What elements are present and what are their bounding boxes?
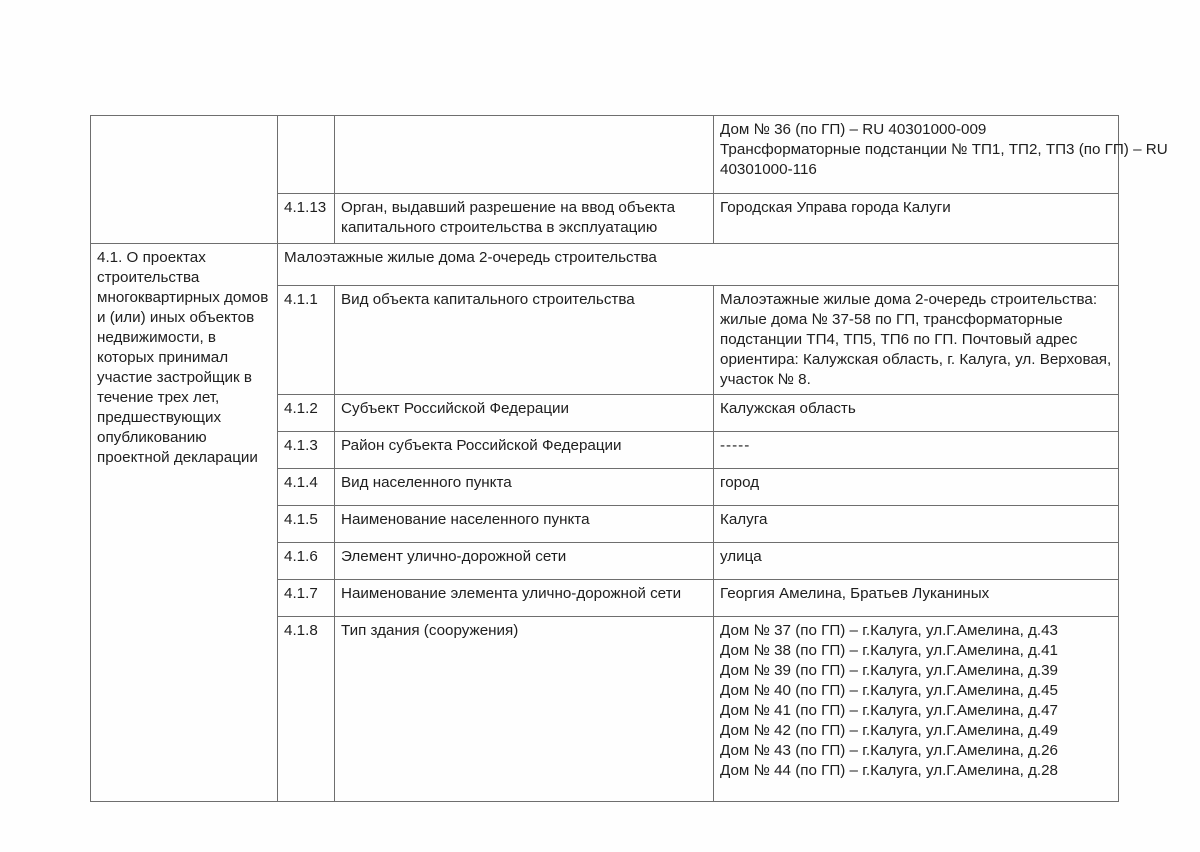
address-line: Дом № 42 (по ГП) – г.Калуга, ул.Г.Амелина, д.49 <box>720 722 1058 739</box>
section-label-cell-previous <box>91 116 278 244</box>
row-label: Вид населенного пункта <box>335 469 714 506</box>
row-number: 4.1.8 <box>278 617 335 802</box>
section-label: 4.1. О проектах строительства многоквартирных домов и (или) иных объектов недвижимости, в которых принимал участие застройщик в течение трех лет, предшествующих опубликованию проектной декларации <box>91 244 278 802</box>
row-value: Малоэтажные жилые дома 2-очередь строительства: жилые дома № 37-58 по ГП, трансформаторные подстанции ТП4, ТП5, ТП6 по ГП. Почтовый адрес ориентира: Калужская область, г. Калуга, ул. Верховая, участок № 8. <box>714 286 1119 395</box>
project-declaration-table <box>90 115 1168 802</box>
value-line: 40301000-116 <box>720 161 817 178</box>
row-number: 4.1.13 <box>278 194 335 244</box>
table-row-continuation <box>91 116 1119 194</box>
address-line: Дом № 44 (по ГП) – г.Калуга, ул.Г.Амелина, д.28 <box>720 762 1058 779</box>
value-cell-permits <box>714 116 1168 194</box>
address-line: Дом № 41 (по ГП) – г.Калуга, ул.Г.Амелина, д.47 <box>720 702 1058 719</box>
row-value: Калужская область <box>714 395 1119 432</box>
row-label: Орган, выдавший разрешение на ввод объекта капитального строительства в эксплуатацию <box>335 194 714 244</box>
table-row-subheader <box>91 244 1119 286</box>
value-line: Трансформаторные подстанции № ТП1, ТП2, ТП3 (по ГП) – RU <box>720 141 1168 158</box>
row-label: Вид объекта капитального строительства <box>335 286 714 395</box>
value-line: Дом № 36 (по ГП) – RU 40301000-009 <box>720 121 987 138</box>
row-number: 4.1.3 <box>278 432 335 469</box>
row-value-addresses <box>714 617 1119 802</box>
row-label: Наименование элемента улично-дорожной сети <box>335 580 714 617</box>
row-value: Городская Управа города Калуги <box>714 194 1119 244</box>
address-line: Дом № 43 (по ГП) – г.Калуга, ул.Г.Амелина, д.26 <box>720 742 1058 759</box>
row-value: улица <box>714 543 1119 580</box>
row-number: 4.1.4 <box>278 469 335 506</box>
row-number: 4.1.2 <box>278 395 335 432</box>
row-value: Калуга <box>714 506 1119 543</box>
row-label: Район субъекта Российской Федерации <box>335 432 714 469</box>
row-label: Тип здания (сооружения) <box>335 617 714 802</box>
address-line: Дом № 38 (по ГП) – г.Калуга, ул.Г.Амелина, д.41 <box>720 642 1058 659</box>
row-label: Элемент улично-дорожной сети <box>335 543 714 580</box>
row-label: Субъект Российской Федерации <box>335 395 714 432</box>
address-line: Дом № 37 (по ГП) – г.Калуга, ул.Г.Амелина, д.43 <box>720 622 1058 639</box>
row-value: город <box>714 469 1119 506</box>
address-line: Дом № 39 (по ГП) – г.Калуга, ул.Г.Амелина, д.39 <box>720 662 1058 679</box>
number-cell-empty <box>278 116 335 194</box>
row-label: Наименование населенного пункта <box>335 506 714 543</box>
section-subheader: Малоэтажные жилые дома 2-очередь строительства <box>278 244 1119 286</box>
row-number: 4.1.7 <box>278 580 335 617</box>
address-line: Дом № 40 (по ГП) – г.Калуга, ул.Г.Амелина, д.45 <box>720 682 1058 699</box>
row-value: Георгия Амелина, Братьев Луканиных <box>714 580 1119 617</box>
row-number: 4.1.6 <box>278 543 335 580</box>
row-number: 4.1.5 <box>278 506 335 543</box>
row-number: 4.1.1 <box>278 286 335 395</box>
row-value: ----- <box>714 432 1119 469</box>
label-cell-empty <box>335 116 714 194</box>
